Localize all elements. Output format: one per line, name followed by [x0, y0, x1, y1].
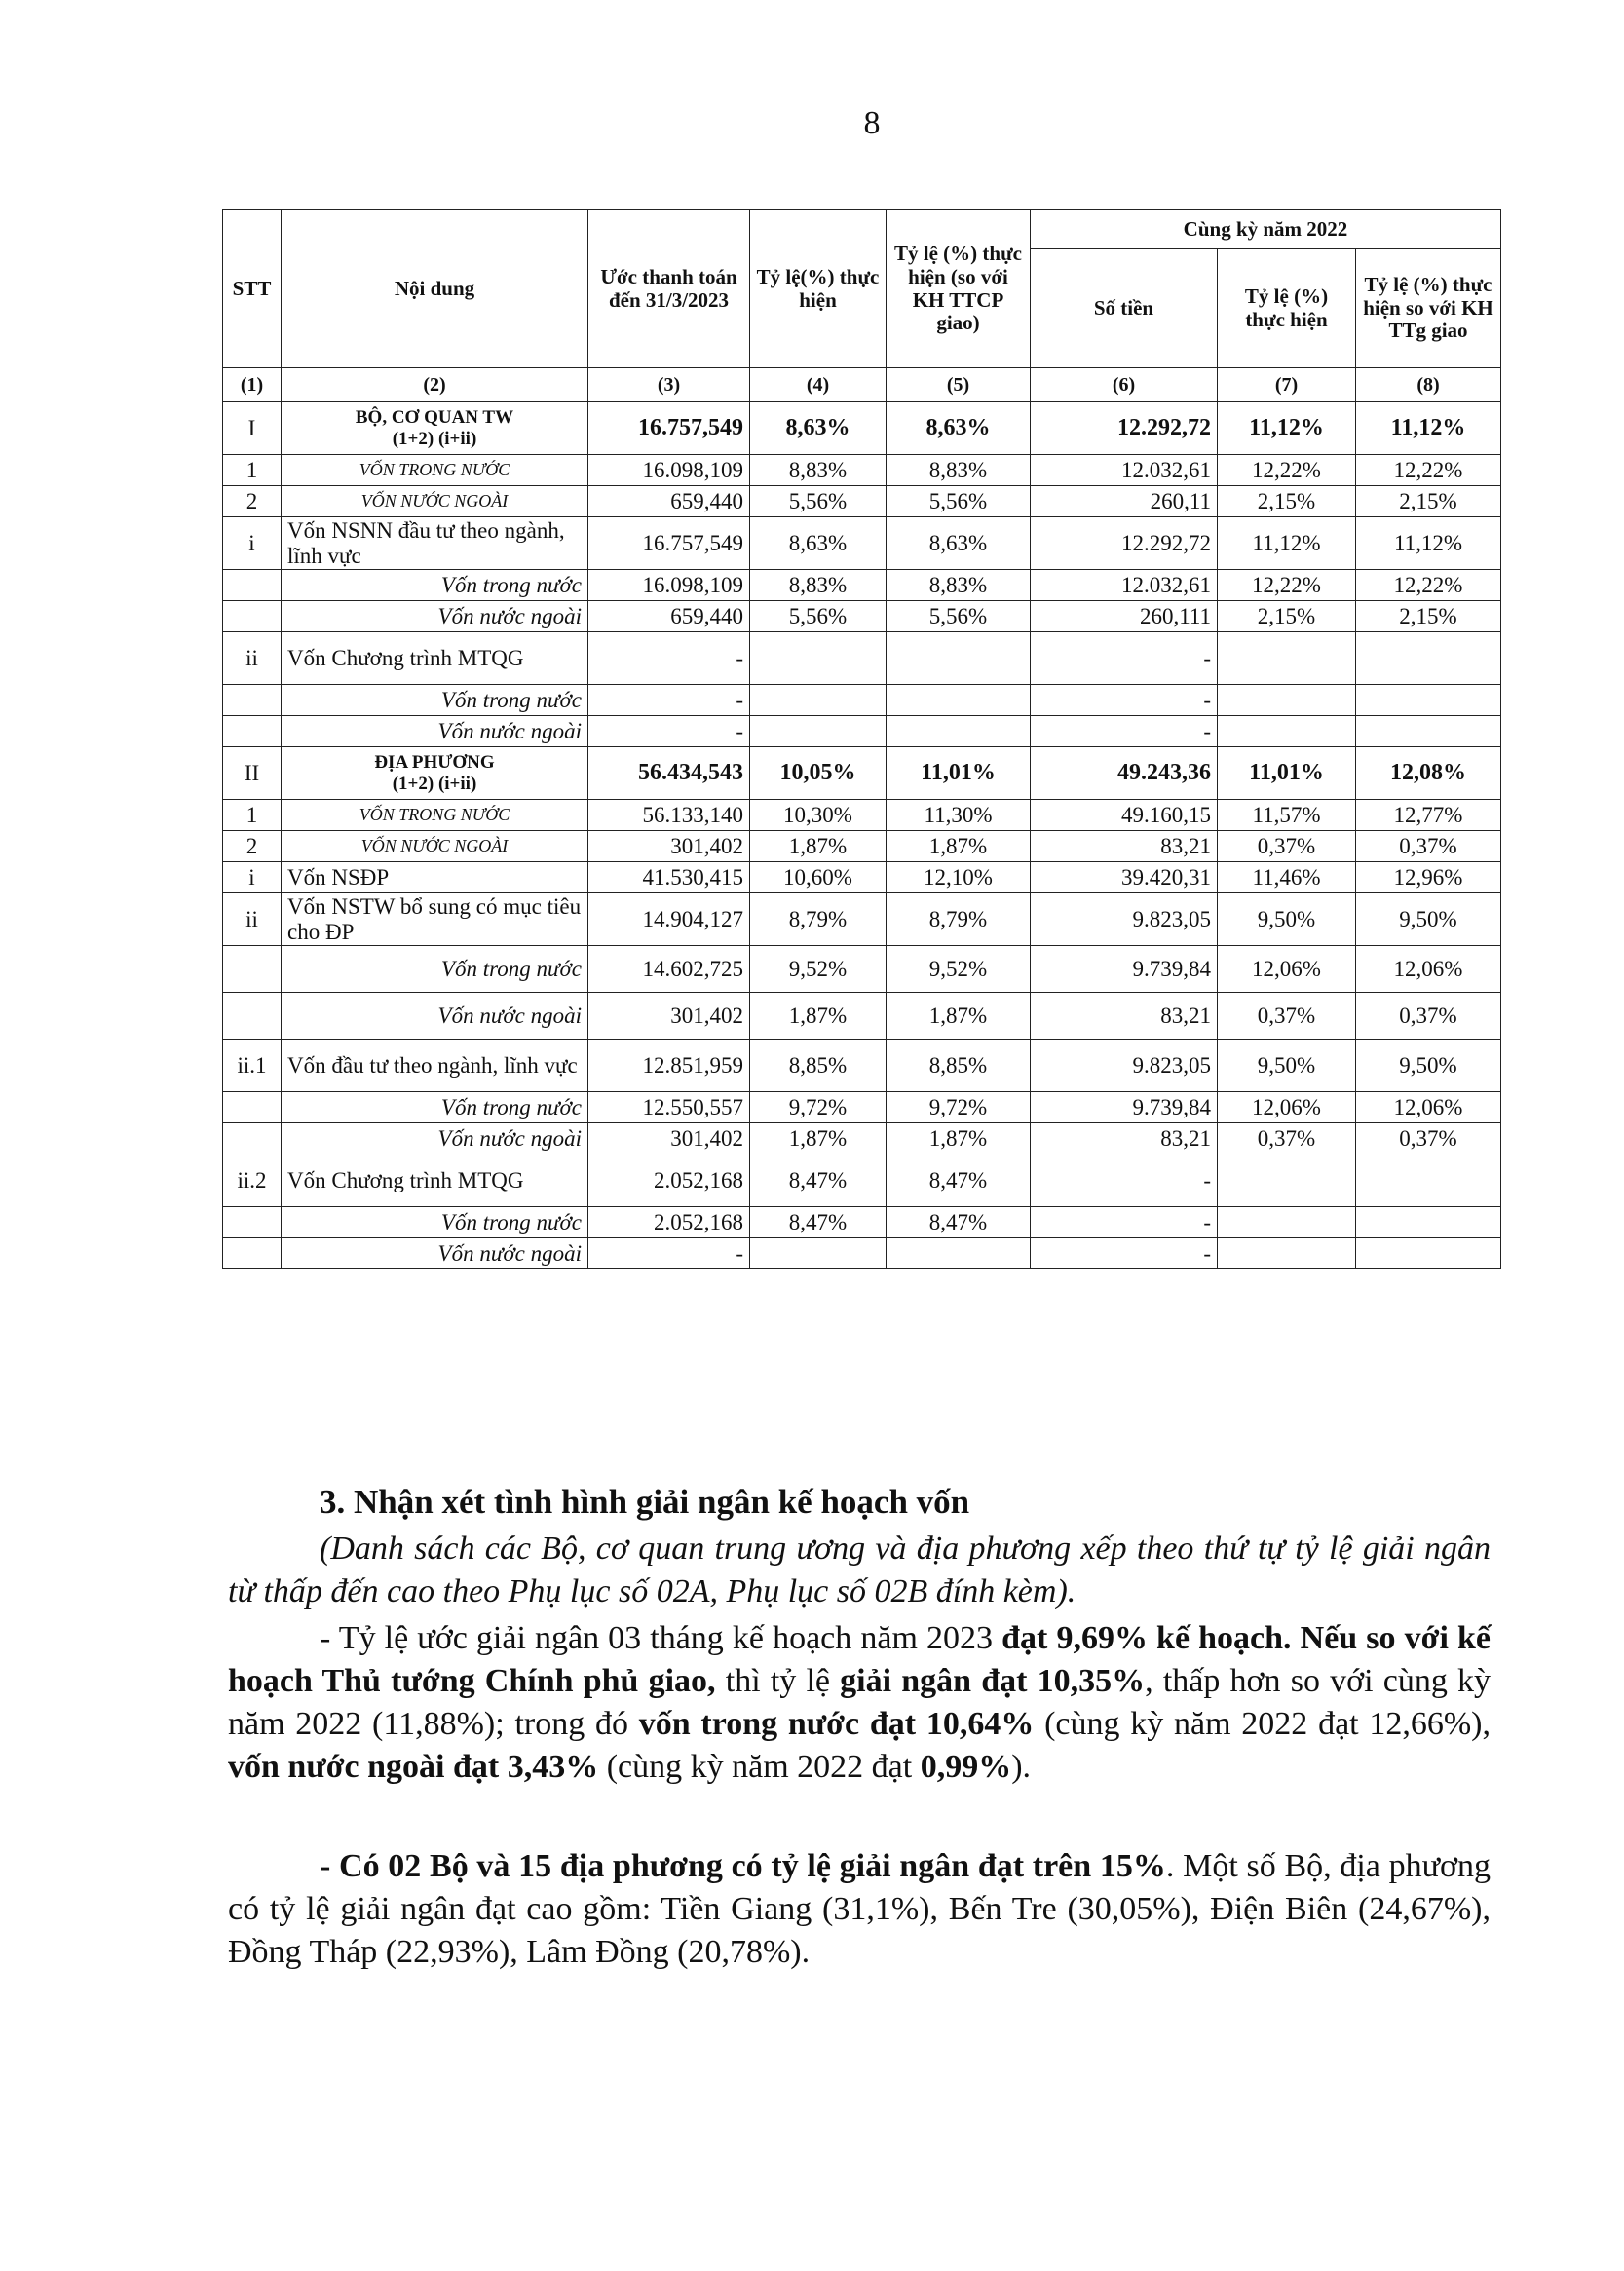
- table-row: [223, 1092, 1501, 1123]
- table-row: [223, 862, 1501, 893]
- table-row: [223, 747, 1501, 800]
- row-ty-le-thuc-hien: [750, 632, 887, 685]
- row-label: VỐN NƯỚC NGOÀI: [282, 831, 588, 862]
- section-subtitle: (Danh sách các Bộ, cơ quan trung ương và địa phương xếp theo thứ tự tỷ lệ giải ngân từ thấp đến cao theo Phụ lục số 02A, Phụ lục số 02B đính kèm).: [228, 1531, 1491, 1609]
- row-stt: 2: [223, 831, 282, 862]
- row-stt: [223, 716, 282, 747]
- column-number: (5): [887, 368, 1031, 402]
- row-so-tien-2022: 12.292,72: [1031, 517, 1218, 570]
- column-number: (3): [588, 368, 750, 402]
- row-stt: II: [223, 747, 282, 800]
- table-row: [223, 1238, 1501, 1269]
- column-number: (8): [1356, 368, 1501, 402]
- row-stt: ii: [223, 632, 282, 685]
- row-ty-le-so-voi-kh-2022: 12,08%: [1356, 747, 1501, 800]
- row-label: Vốn trong nước: [282, 946, 588, 993]
- row-uoc-thanh-toan: 14.904,127: [588, 893, 750, 946]
- row-uoc-thanh-toan: 2.052,168: [588, 1207, 750, 1238]
- header-ty-le-thuc-hien: Tỷ lệ(%) thực hiện: [750, 210, 887, 368]
- table-row: [223, 993, 1501, 1040]
- row-ty-le-thuc-hien-2022: 11,01%: [1218, 747, 1356, 800]
- column-number: (4): [750, 368, 887, 402]
- row-ty-le-thuc-hien: 10,30%: [750, 800, 887, 831]
- table-row: [223, 1040, 1501, 1092]
- section-heading: 3. Nhận xét tình hình giải ngân kế hoạch vốn: [320, 1483, 970, 1521]
- column-number: (2): [282, 368, 588, 402]
- row-ty-le-thuc-hien-2022: 11,12%: [1218, 402, 1356, 455]
- row-stt: [223, 1092, 282, 1123]
- row-ty-le-thuc-hien-2022: 11,12%: [1218, 517, 1356, 570]
- row-ty-le-thuc-hien-2022: 9,50%: [1218, 893, 1356, 946]
- paragraph-bold-text: giải ngân đạt 10,35%: [840, 1663, 1146, 1699]
- row-ty-le-thuc-hien: 8,83%: [750, 570, 887, 601]
- row-stt: i: [223, 862, 282, 893]
- paragraph-disbursement-rate: [228, 1617, 1491, 1789]
- table-row: [223, 893, 1501, 946]
- row-ty-le-thuc-hien: 9,52%: [750, 946, 887, 993]
- paragraph-text: . Một số Bộ, địa phương có tỷ lệ giải ngân đạt cao gồm: Tiền Giang (31,1%), Bến Tre (30,05%), Điện Biên (24,67%), Đồng Tháp (22,93%), Lâm Đồng (20,78%).: [228, 1848, 1492, 1970]
- row-ty-le-so-voi-kh: 11,01%: [887, 747, 1031, 800]
- table-row: [223, 402, 1501, 455]
- row-label: Vốn Chương trình MTQG: [282, 632, 588, 685]
- row-so-tien-2022: 83,21: [1031, 831, 1218, 862]
- row-ty-le-thuc-hien-2022: 12,22%: [1218, 570, 1356, 601]
- column-number: (6): [1031, 368, 1218, 402]
- row-so-tien-2022: 9.823,05: [1031, 893, 1218, 946]
- row-so-tien-2022: 12.292,72: [1031, 402, 1218, 455]
- page-number: 8: [863, 105, 881, 141]
- row-label: Vốn NSNN đầu tư theo ngành, lĩnh vực: [282, 517, 588, 570]
- table-row: [223, 632, 1501, 685]
- row-ty-le-thuc-hien: 10,60%: [750, 862, 887, 893]
- row-label: VỐN TRONG NƯỚC: [282, 455, 588, 486]
- row-ty-le-so-voi-kh: 11,30%: [887, 800, 1031, 831]
- paragraph-text: thì tỷ lệ: [715, 1663, 841, 1699]
- column-number: (1): [223, 368, 282, 402]
- row-so-tien-2022: 39.420,31: [1031, 862, 1218, 893]
- row-ty-le-so-voi-kh-2022: 9,50%: [1356, 893, 1501, 946]
- row-so-tien-2022: 49.160,15: [1031, 800, 1218, 831]
- row-so-tien-2022: 12.032,61: [1031, 570, 1218, 601]
- row-stt: ii.1: [223, 1040, 282, 1092]
- header-cung-ky: Cùng kỳ năm 2022: [1031, 210, 1501, 249]
- header-ty-le-so-voi-kh: Tỷ lệ (%) thực hiện (so với KH TTCP giao): [887, 210, 1031, 368]
- row-ty-le-thuc-hien: 5,56%: [750, 601, 887, 632]
- row-ty-le-so-voi-kh-2022: 12,06%: [1356, 946, 1501, 993]
- row-ty-le-thuc-hien: [750, 1238, 887, 1269]
- table-row: [223, 685, 1501, 716]
- row-stt: [223, 1123, 282, 1154]
- row-ty-le-thuc-hien-2022: 9,50%: [1218, 1040, 1356, 1092]
- row-stt: [223, 1238, 282, 1269]
- row-so-tien-2022: 9.739,84: [1031, 1092, 1218, 1123]
- row-ty-le-so-voi-kh-2022: 2,15%: [1356, 486, 1501, 517]
- row-label: Vốn đầu tư theo ngành, lĩnh vực: [282, 1040, 588, 1092]
- header-ty-le-so-voi-kh-2022: Tỷ lệ (%) thực hiện so với KH TTg giao: [1356, 249, 1501, 368]
- paragraph-bold-text: đạt 9,69% kế hoạch. Nếu so với kế hoạch Thủ tướng Chính phủ giao,: [228, 1620, 1491, 1699]
- row-uoc-thanh-toan: 12.550,557: [588, 1092, 750, 1123]
- paragraph-bold-text: vốn trong nước đạt 10,64%: [638, 1706, 1035, 1742]
- paragraph-text: (cùng kỳ năm 2022 đạt 12,66%),: [1034, 1706, 1492, 1742]
- row-ty-le-so-voi-kh: 1,87%: [887, 1123, 1031, 1154]
- row-label: Vốn nước ngoài: [282, 1238, 588, 1269]
- row-stt: [223, 685, 282, 716]
- row-uoc-thanh-toan: 659,440: [588, 486, 750, 517]
- header-noi-dung: Nội dung: [282, 210, 588, 368]
- row-so-tien-2022: 12.032,61: [1031, 455, 1218, 486]
- row-ty-le-so-voi-kh: 1,87%: [887, 831, 1031, 862]
- row-stt: [223, 946, 282, 993]
- row-ty-le-so-voi-kh-2022: [1356, 632, 1501, 685]
- row-label: ĐỊA PHƯƠNG (1+2) (i+ii): [282, 747, 588, 800]
- row-so-tien-2022: 49.243,36: [1031, 747, 1218, 800]
- row-ty-le-so-voi-kh: 5,56%: [887, 486, 1031, 517]
- row-ty-le-so-voi-kh: 8,47%: [887, 1207, 1031, 1238]
- row-ty-le-thuc-hien: 5,56%: [750, 486, 887, 517]
- row-uoc-thanh-toan: 12.851,959: [588, 1040, 750, 1092]
- row-label: Vốn nước ngoài: [282, 993, 588, 1040]
- row-ty-le-thuc-hien-2022: [1218, 1154, 1356, 1207]
- table-row: [223, 601, 1501, 632]
- row-uoc-thanh-toan: 659,440: [588, 601, 750, 632]
- row-uoc-thanh-toan: -: [588, 716, 750, 747]
- header-stt: STT: [223, 210, 282, 368]
- row-uoc-thanh-toan: 14.602,725: [588, 946, 750, 993]
- row-stt: [223, 601, 282, 632]
- row-ty-le-thuc-hien-2022: [1218, 1207, 1356, 1238]
- table-row: [223, 517, 1501, 570]
- row-ty-le-thuc-hien-2022: 12,06%: [1218, 1092, 1356, 1123]
- row-ty-le-so-voi-kh-2022: 0,37%: [1356, 831, 1501, 862]
- row-ty-le-thuc-hien-2022: 0,37%: [1218, 1123, 1356, 1154]
- row-stt: i: [223, 517, 282, 570]
- row-ty-le-so-voi-kh: 8,79%: [887, 893, 1031, 946]
- row-ty-le-so-voi-kh-2022: 9,50%: [1356, 1040, 1501, 1092]
- row-ty-le-thuc-hien-2022: 12,06%: [1218, 946, 1356, 993]
- row-stt: ii: [223, 893, 282, 946]
- row-so-tien-2022: -: [1031, 716, 1218, 747]
- row-ty-le-so-voi-kh: 8,63%: [887, 517, 1031, 570]
- row-stt: [223, 993, 282, 1040]
- row-label: Vốn NSĐP: [282, 862, 588, 893]
- row-uoc-thanh-toan: 16.757,549: [588, 517, 750, 570]
- row-uoc-thanh-toan: 16.098,109: [588, 455, 750, 486]
- row-so-tien-2022: -: [1031, 685, 1218, 716]
- table-body: [223, 368, 1501, 1269]
- row-uoc-thanh-toan: 301,402: [588, 993, 750, 1040]
- row-uoc-thanh-toan: 301,402: [588, 831, 750, 862]
- row-ty-le-so-voi-kh-2022: 2,15%: [1356, 601, 1501, 632]
- row-ty-le-so-voi-kh: 8,83%: [887, 455, 1031, 486]
- row-label: Vốn trong nước: [282, 685, 588, 716]
- header-uoc-thanh-toan: Ước thanh toán đến 31/3/2023: [588, 210, 750, 368]
- row-ty-le-thuc-hien: 9,72%: [750, 1092, 887, 1123]
- row-so-tien-2022: 260,111: [1031, 601, 1218, 632]
- row-stt: 1: [223, 800, 282, 831]
- row-ty-le-so-voi-kh-2022: [1356, 1238, 1501, 1269]
- row-ty-le-so-voi-kh: 5,56%: [887, 601, 1031, 632]
- row-ty-le-thuc-hien-2022: 0,37%: [1218, 993, 1356, 1040]
- row-ty-le-so-voi-kh-2022: 11,12%: [1356, 402, 1501, 455]
- row-so-tien-2022: 260,11: [1031, 486, 1218, 517]
- row-stt: 1: [223, 455, 282, 486]
- row-label: Vốn Chương trình MTQG: [282, 1154, 588, 1207]
- row-ty-le-so-voi-kh-2022: 11,12%: [1356, 517, 1501, 570]
- paragraph-bold-text: vốn nước ngoài đạt 3,43%: [228, 1749, 599, 1785]
- row-ty-le-thuc-hien: 1,87%: [750, 993, 887, 1040]
- row-so-tien-2022: -: [1031, 1207, 1218, 1238]
- row-ty-le-thuc-hien-2022: [1218, 1238, 1356, 1269]
- row-stt: [223, 570, 282, 601]
- row-ty-le-thuc-hien: [750, 716, 887, 747]
- row-ty-le-so-voi-kh: 8,85%: [887, 1040, 1031, 1092]
- table-row: [223, 1207, 1501, 1238]
- row-ty-le-thuc-hien-2022: 2,15%: [1218, 601, 1356, 632]
- table-row: [223, 831, 1501, 862]
- row-uoc-thanh-toan: 56.434,543: [588, 747, 750, 800]
- table-row: [223, 570, 1501, 601]
- row-stt: 2: [223, 486, 282, 517]
- row-ty-le-so-voi-kh-2022: [1356, 1207, 1501, 1238]
- row-uoc-thanh-toan: 56.133,140: [588, 800, 750, 831]
- row-ty-le-thuc-hien-2022: [1218, 685, 1356, 716]
- column-number-row: [223, 368, 1501, 402]
- row-ty-le-so-voi-kh: [887, 685, 1031, 716]
- row-ty-le-thuc-hien-2022: 11,57%: [1218, 800, 1356, 831]
- row-ty-le-thuc-hien-2022: 12,22%: [1218, 455, 1356, 486]
- row-ty-le-so-voi-kh: 1,87%: [887, 993, 1031, 1040]
- row-so-tien-2022: 83,21: [1031, 1123, 1218, 1154]
- row-stt: I: [223, 402, 282, 455]
- row-ty-le-thuc-hien: 8,83%: [750, 455, 887, 486]
- row-ty-le-so-voi-kh-2022: 0,37%: [1356, 993, 1501, 1040]
- row-uoc-thanh-toan: 2.052,168: [588, 1154, 750, 1207]
- table-row: [223, 486, 1501, 517]
- row-label: Vốn nước ngoài: [282, 601, 588, 632]
- row-stt: ii.2: [223, 1154, 282, 1207]
- row-ty-le-thuc-hien: 8,63%: [750, 517, 887, 570]
- row-label: Vốn trong nước: [282, 1092, 588, 1123]
- paragraph-text: , thấp hơn so với cùng kỳ năm 2022 (11,88%); trong đó: [228, 1663, 1491, 1742]
- row-ty-le-thuc-hien: 8,85%: [750, 1040, 887, 1092]
- table-row: [223, 1123, 1501, 1154]
- row-uoc-thanh-toan: 301,402: [588, 1123, 750, 1154]
- row-ty-le-so-voi-kh-2022: 12,22%: [1356, 455, 1501, 486]
- row-ty-le-so-voi-kh: 8,83%: [887, 570, 1031, 601]
- row-so-tien-2022: -: [1031, 1154, 1218, 1207]
- header-ty-le-thuc-hien-2022: Tỷ lệ (%) thực hiện: [1218, 249, 1356, 368]
- row-ty-le-so-voi-kh: [887, 632, 1031, 685]
- row-label: Vốn nước ngoài: [282, 716, 588, 747]
- row-label: Vốn nước ngoài: [282, 1123, 588, 1154]
- table-row: [223, 716, 1501, 747]
- disbursement-table: [222, 209, 1501, 1269]
- row-ty-le-thuc-hien-2022: 11,46%: [1218, 862, 1356, 893]
- row-uoc-thanh-toan: 41.530,415: [588, 862, 750, 893]
- row-so-tien-2022: -: [1031, 632, 1218, 685]
- row-ty-le-thuc-hien: 8,47%: [750, 1154, 887, 1207]
- row-so-tien-2022: 9.739,84: [1031, 946, 1218, 993]
- paragraph-bold-text: - Có 02 Bộ và 15 địa phương có tỷ lệ giải ngân đạt trên 15%: [320, 1848, 1166, 1884]
- row-label: Vốn trong nước: [282, 1207, 588, 1238]
- row-label: Vốn trong nước: [282, 570, 588, 601]
- row-ty-le-so-voi-kh: 8,63%: [887, 402, 1031, 455]
- paragraph-text: ).: [1011, 1749, 1032, 1785]
- paragraph-text: - Tỷ lệ ước giải ngân 03 tháng kế hoạch năm 2023: [320, 1620, 1002, 1656]
- row-ty-le-so-voi-kh: 9,72%: [887, 1092, 1031, 1123]
- row-ty-le-so-voi-kh: 12,10%: [887, 862, 1031, 893]
- row-ty-le-thuc-hien-2022: [1218, 632, 1356, 685]
- row-ty-le-so-voi-kh-2022: [1356, 685, 1501, 716]
- row-label: VỐN NƯỚC NGOÀI: [282, 486, 588, 517]
- row-uoc-thanh-toan: 16.098,109: [588, 570, 750, 601]
- row-ty-le-thuc-hien: 8,79%: [750, 893, 887, 946]
- row-ty-le-so-voi-kh-2022: 12,77%: [1356, 800, 1501, 831]
- header-so-tien: Số tiền: [1031, 249, 1218, 368]
- paragraph-text: (cùng kỳ năm 2022 đạt: [598, 1749, 921, 1785]
- row-label: Vốn NSTW bổ sung có mục tiêu cho ĐP: [282, 893, 588, 946]
- row-ty-le-so-voi-kh: 8,47%: [887, 1154, 1031, 1207]
- row-label: VỐN TRONG NƯỚC: [282, 800, 588, 831]
- row-uoc-thanh-toan: 16.757,549: [588, 402, 750, 455]
- row-ty-le-thuc-hien: 1,87%: [750, 1123, 887, 1154]
- row-ty-le-thuc-hien-2022: 0,37%: [1218, 831, 1356, 862]
- table-row: [223, 1154, 1501, 1207]
- column-number: (7): [1218, 368, 1356, 402]
- row-ty-le-so-voi-kh-2022: 12,06%: [1356, 1092, 1501, 1123]
- row-ty-le-thuc-hien-2022: [1218, 716, 1356, 747]
- row-uoc-thanh-toan: -: [588, 685, 750, 716]
- row-ty-le-so-voi-kh-2022: 0,37%: [1356, 1123, 1501, 1154]
- table-row: [223, 455, 1501, 486]
- paragraph-bold-text: 0,99%: [920, 1749, 1012, 1785]
- row-ty-le-so-voi-kh-2022: [1356, 716, 1501, 747]
- row-ty-le-thuc-hien: [750, 685, 887, 716]
- row-ty-le-thuc-hien: 10,05%: [750, 747, 887, 800]
- row-ty-le-so-voi-kh-2022: [1356, 1154, 1501, 1207]
- table-row: [223, 800, 1501, 831]
- row-ty-le-so-voi-kh: [887, 716, 1031, 747]
- table-row: [223, 946, 1501, 993]
- paragraph-high-disbursement: [228, 1845, 1491, 1974]
- row-ty-le-thuc-hien-2022: 2,15%: [1218, 486, 1356, 517]
- row-ty-le-thuc-hien: 8,47%: [750, 1207, 887, 1238]
- row-ty-le-thuc-hien: 8,63%: [750, 402, 887, 455]
- row-label: BỘ, CƠ QUAN TW (1+2) (i+ii): [282, 402, 588, 455]
- row-uoc-thanh-toan: -: [588, 1238, 750, 1269]
- row-uoc-thanh-toan: -: [588, 632, 750, 685]
- row-ty-le-thuc-hien: 1,87%: [750, 831, 887, 862]
- row-so-tien-2022: -: [1031, 1238, 1218, 1269]
- row-ty-le-so-voi-kh: 9,52%: [887, 946, 1031, 993]
- row-so-tien-2022: 9.823,05: [1031, 1040, 1218, 1092]
- row-so-tien-2022: 83,21: [1031, 993, 1218, 1040]
- row-ty-le-so-voi-kh-2022: 12,22%: [1356, 570, 1501, 601]
- row-ty-le-so-voi-kh: [887, 1238, 1031, 1269]
- row-stt: [223, 1207, 282, 1238]
- row-ty-le-so-voi-kh-2022: 12,96%: [1356, 862, 1501, 893]
